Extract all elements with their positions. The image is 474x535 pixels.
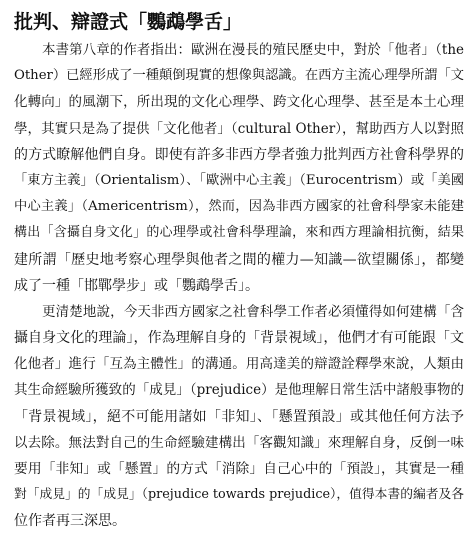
paragraph-line: 「東方主義」（Orientalism）、「歐洲中心主義」（Eurocentrism）或「美國 xyxy=(14,172,464,188)
paragraph-line: 位作者再三深思。 xyxy=(14,513,126,530)
paragraph-line: 對「成見」的「成見」（prejudice towards prejudice），值得本書的編者及各 xyxy=(14,487,464,503)
section-heading: 批判、辯證式「鸚鵡學舌」 xyxy=(14,11,243,33)
paragraph-line: 成了一種「邯鄲學步」或「鸚鵡學舌」。 xyxy=(14,277,259,294)
paragraph-line: 建所謂「歷史地考察心理學與他者之間的權力—知識—欲望關係」，都變 xyxy=(14,251,464,268)
paragraph-line: 中心主義」（Americentrism），然而，因為非西方國家的社會科學家未能建 xyxy=(14,199,464,215)
paragraph-line: 更清楚地說，今天非西方國家之社會科學工作者必須懂得如何建構「含 xyxy=(42,303,464,320)
paragraph-2 xyxy=(14,299,464,535)
book-page xyxy=(14,8,464,535)
paragraph-line: 化他者」進行「互為主體性」的溝通。用高達美的辯證詮釋學來說，人類由 xyxy=(14,356,464,373)
paragraph-line: 本書第八章的作者指出：歐洲在漫長的殖民歷史中，對於「他者」（the xyxy=(42,42,464,58)
paragraph-line: 其生命經驗所獲致的「成見」（prejudice）是他理解日常生活中諸般事物的 xyxy=(14,382,464,399)
paragraph-line: 「背景視域」，絕不可能用諸如「非知」、「懸置預設」或其他任何方法予 xyxy=(14,408,464,425)
paragraph-line: 攝自身文化的理論」，作為理解自身的「背景視域」，他們才有可能跟「文 xyxy=(14,330,464,347)
paragraph-line: 要用「非知」或「懸置」的方式「消除」自己心中的「預設」，其實是一種 xyxy=(14,461,464,477)
paragraph-line: 構出「含攝自身文化」的心理學或社會科學理論，來和西方理論相抗衡，結果 xyxy=(14,225,464,241)
paragraph-line: Other）已經形成了一種顛倒現實的想像與認識。在西方主流心理學所謂「文 xyxy=(14,68,464,84)
paragraph-line: 化轉向」的風潮下，所出現的文化心理學、跨文化心理學、甚至是本土心理 xyxy=(14,94,464,111)
paragraph-line: 以去除。無法對自己的生命經驗建構出「客觀知識」來理解自身，反倒一味 xyxy=(14,434,464,451)
paragraph-line: 的方式瞭解他們自身。即使有許多非西方學者強力批判西方社會科學界的 xyxy=(14,146,464,163)
paragraph-1 xyxy=(14,37,464,299)
paragraph-line: 學，其實只是為了提供「文化他者」（cultural Other），幫助西方人以對照 xyxy=(14,120,464,137)
